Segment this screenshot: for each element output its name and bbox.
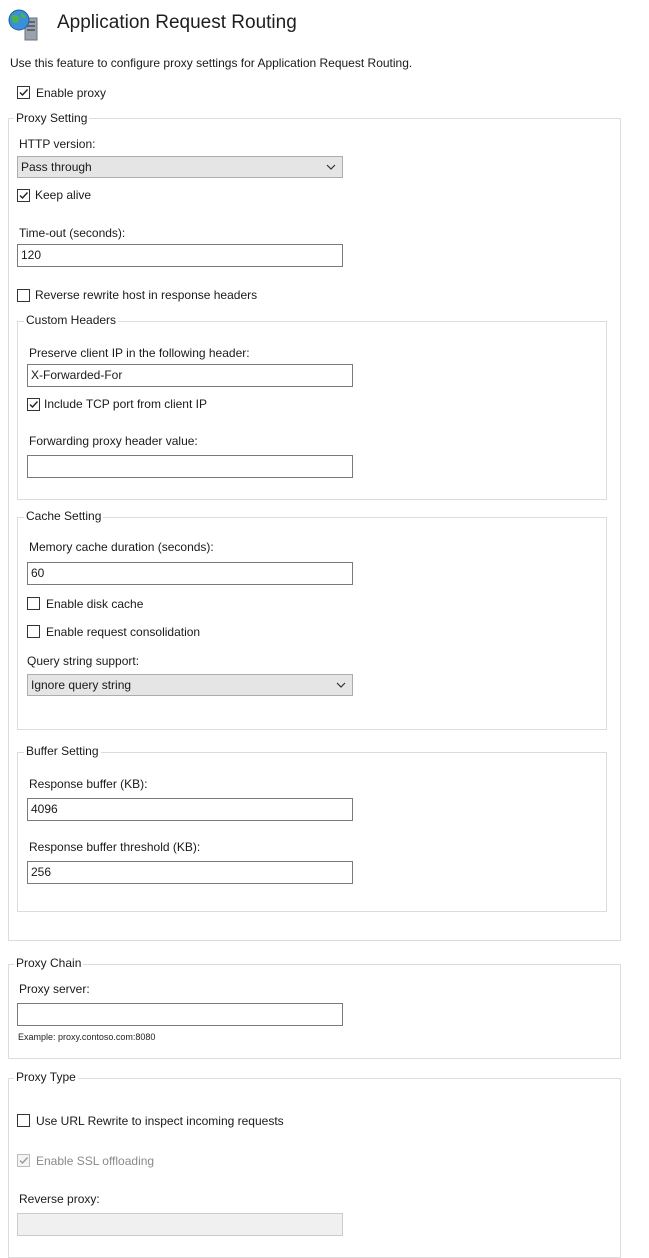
chevron-down-icon — [336, 681, 346, 689]
include-tcp-checkbox[interactable] — [27, 398, 40, 411]
proxy-server-example: Example: proxy.contoso.com:8080 — [18, 1032, 156, 1042]
response-buffer-input[interactable]: 4096 — [27, 798, 353, 821]
disk-cache-checkbox[interactable] — [27, 597, 40, 610]
reverse-rewrite-checkbox[interactable] — [17, 289, 30, 302]
preserve-ip-input[interactable]: X-Forwarded-For — [27, 364, 353, 387]
reverse-rewrite-label: Reverse rewrite host in response headers — [35, 288, 258, 302]
forwarding-label: Forwarding proxy header value: — [29, 434, 198, 448]
proxy-server-label: Proxy server: — [19, 982, 90, 996]
url-rewrite-label: Use URL Rewrite to inspect incoming requests — [36, 1114, 284, 1128]
memory-cache-input[interactable]: 60 — [27, 562, 353, 585]
disk-cache-label: Enable disk cache — [46, 597, 144, 611]
cache-setting-legend: Cache Setting — [26, 509, 102, 523]
ssl-offloading-checkbox[interactable] — [17, 1154, 30, 1167]
reverse-proxy-label: Reverse proxy: — [19, 1192, 100, 1206]
timeout-label: Time-out (seconds): — [19, 226, 126, 240]
buffer-setting-group — [17, 752, 607, 912]
ssl-offloading-label: Enable SSL offloading — [36, 1154, 155, 1168]
query-string-value: Ignore query string — [31, 678, 132, 692]
custom-headers-legend: Custom Headers — [26, 313, 117, 327]
request-consolidation-checkbox[interactable] — [27, 625, 40, 638]
page-title: Application Request Routing — [57, 12, 297, 33]
request-consolidation-label: Enable request consolidation — [46, 625, 201, 639]
keep-alive-checkbox[interactable] — [17, 189, 30, 202]
threshold-label: Response buffer threshold (KB): — [29, 840, 201, 854]
proxy-chain-legend: Proxy Chain — [16, 956, 82, 970]
response-buffer-label: Response buffer (KB): — [29, 777, 148, 791]
proxy-setting-legend: Proxy Setting — [16, 111, 88, 125]
enable-proxy-checkbox[interactable] — [17, 86, 30, 99]
proxy-server-input[interactable] — [17, 1003, 343, 1026]
globe-server-icon — [6, 8, 40, 42]
query-string-select[interactable] — [27, 674, 353, 696]
chevron-down-icon — [326, 163, 336, 171]
enable-proxy-label: Enable proxy — [36, 86, 107, 100]
preserve-ip-label: Preserve client IP in the following header: — [29, 346, 250, 360]
timeout-input[interactable]: 120 — [17, 244, 343, 267]
page-description: Use this feature to configure proxy settings for Application Request Routing. — [10, 56, 413, 70]
keep-alive-label: Keep alive — [35, 188, 92, 202]
forwarding-input[interactable] — [27, 455, 353, 478]
include-tcp-label: Include TCP port from client IP — [44, 397, 207, 411]
http-version-select[interactable] — [17, 156, 343, 178]
url-rewrite-checkbox[interactable] — [17, 1114, 30, 1127]
proxy-type-legend: Proxy Type — [16, 1070, 76, 1084]
http-version-value: Pass through — [21, 160, 92, 174]
reverse-proxy-input[interactable] — [17, 1213, 343, 1236]
http-version-label: HTTP version: — [19, 137, 96, 151]
query-string-label: Query string support: — [27, 654, 140, 668]
memory-cache-label: Memory cache duration (seconds): — [29, 540, 214, 554]
buffer-setting-legend: Buffer Setting — [26, 744, 99, 758]
threshold-input[interactable]: 256 — [27, 861, 353, 884]
